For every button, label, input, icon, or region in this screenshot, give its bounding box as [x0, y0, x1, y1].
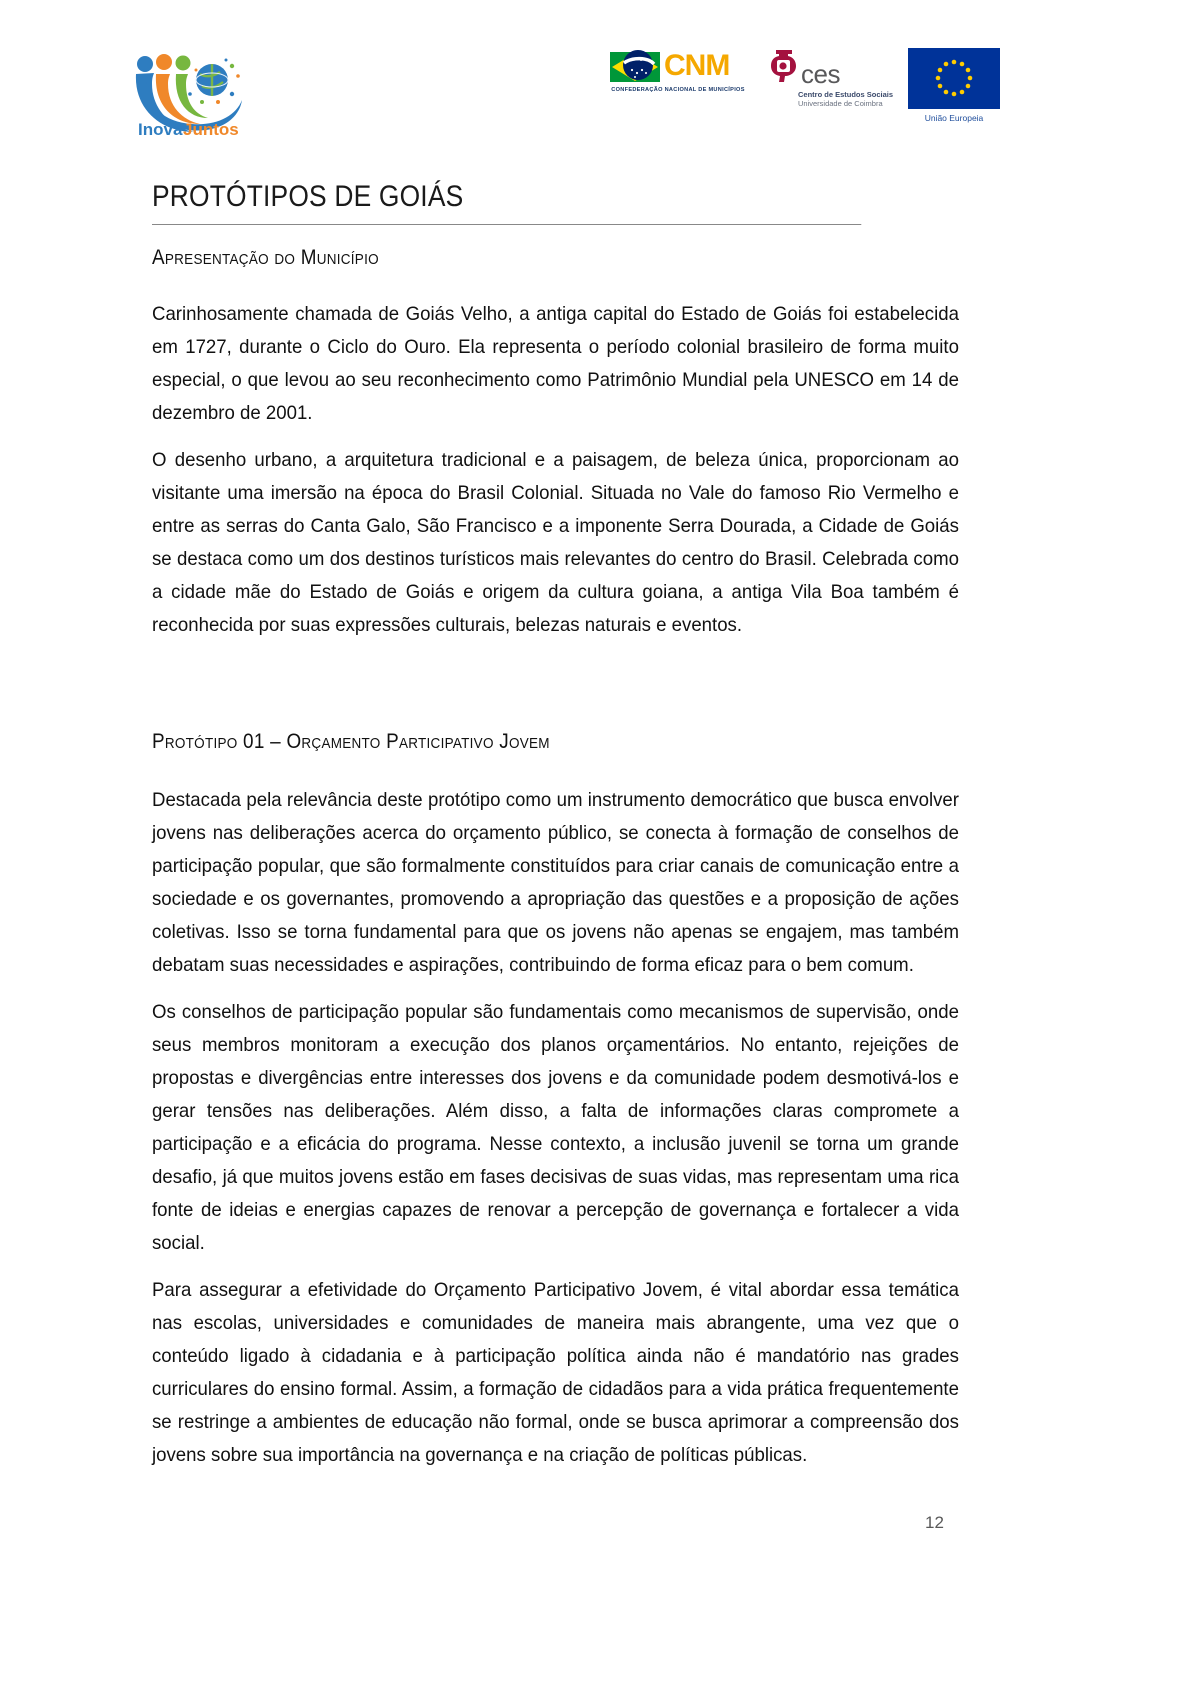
european-union-logo — [908, 48, 1012, 123]
page-header — [0, 0, 1190, 150]
partner-logos — [610, 48, 1012, 123]
eu-caption: União Europeia — [924, 113, 984, 123]
inovajuntos-logo — [128, 36, 246, 140]
paragraph: Carinhosamente chamada de Goiás Velho, a antiga capital do Estado de Goiás foi estabelecida em 1727, durante o Ciclo do Ouro. Ela representa o período colonial brasileiro de forma muito especial, o que levou ao seu reconhecimento como Patrimônio Mundial pela UNESCO em 14 de dezembro de 2001. — [152, 303, 959, 424]
paragraph: Destacada pela relevância deste protótipo como um instrumento democrático que busca envolver jovens nas deliberações acerca do orçamento público, se conecta à formação de conselhos de participação popular, que são formalmente constituídos para criar canais de comunicação entre a sociedade e os governantes, promovendo a apropriação das questões e a proposição de ações coletivas. Isso se torna fundamental para que os jovens não apenas se engajem, mas também debatam suas necessidades e aspirações, contribuindo de forma eficaz para o bem comum. — [152, 789, 959, 976]
section-spacer — [152, 656, 958, 730]
section-heading-apresentacao: Apresentação do Município — [152, 246, 379, 269]
ces-caption-line2: Universidade de Coimbra — [798, 99, 883, 108]
paragraph: Para assegurar a efetividade do Orçamento Participativo Jovem, é vital abordar essa temática nas escolas, universidades e comunidades de maneira mais abrangente, uma vez que o conteúdo ligado à cidadania e à participação política ainda não é mandatório nas grades curriculares do ensino formal. Assim, a formação de cidadãos para a vida prática frequentemente se restringe a ambientes de educação não formal, onde se busca aprimorar a compreensão dos jovens sobre sua importância na governança e na criação de políticas públicas. — [152, 1279, 959, 1466]
page-title: PROTÓTIPOS DE GOIÁS — [152, 180, 861, 225]
ces-logo — [768, 48, 894, 108]
paragraph: Os conselhos de participação popular são fundamentais como mecanismos de supervisão, onde seus membros monitoram a execução dos planos orçamentários. No entanto, rejeições de propostas e divergências entre interesses dos jovens e da comunidade podem desmotivá-los e gerar tensões nas deliberações. Além disso, a falta de informações claras compromete a participação e a eficácia do programa. Nesse contexto, a inclusão juvenil se torna um grande desafio, já que muitos jovens estão em fases decisivas de suas vidas, mas representam uma rica fonte de ideias e energias capazes de renovar a percepção de governança e fortalecer a vida social. — [152, 1001, 959, 1254]
section-heading-prototipo-01: Protótipo 01 – Orçamento Participativo Jovem — [152, 730, 550, 753]
cnm-caption: CONFEDERAÇÃO NACIONAL DE MUNICÍPIOS — [611, 87, 745, 93]
document-body — [152, 246, 958, 1486]
svg-text:Juntos: Juntos — [183, 120, 239, 139]
cnm-logo — [610, 48, 746, 93]
ces-caption-line1: Centro de Estudos Sociais — [798, 90, 894, 99]
paragraph: O desenho urbano, a arquitetura tradicional e a paisagem, de beleza única, proporcionam ao visitante uma imersão na época do Brasil Colonial. Situada no Vale do famoso Rio Vermelho e entre as serras do Canta Galo, São Francisco e a imponente Serra Dourada, a Cidade de Goiás se destaca como um dos destinos turísticos mais relevantes do centro do Brasil. Celebrada como a cidade mãe do Estado de Goiás e origem da cultura goiana, a antiga Vila Boa também é reconhecida por suas expressões culturais, belezas naturais e eventos. — [152, 449, 959, 636]
brazil-flag-icon — [610, 48, 662, 84]
ces-wordmark: ces — [801, 58, 840, 89]
cnm-wordmark: CNM — [664, 49, 730, 82]
ces-mark-icon — [768, 48, 798, 86]
eu-flag-icon — [908, 48, 1000, 109]
page-number: 12 — [925, 1513, 944, 1532]
svg-text:Inova: Inova — [138, 120, 183, 139]
